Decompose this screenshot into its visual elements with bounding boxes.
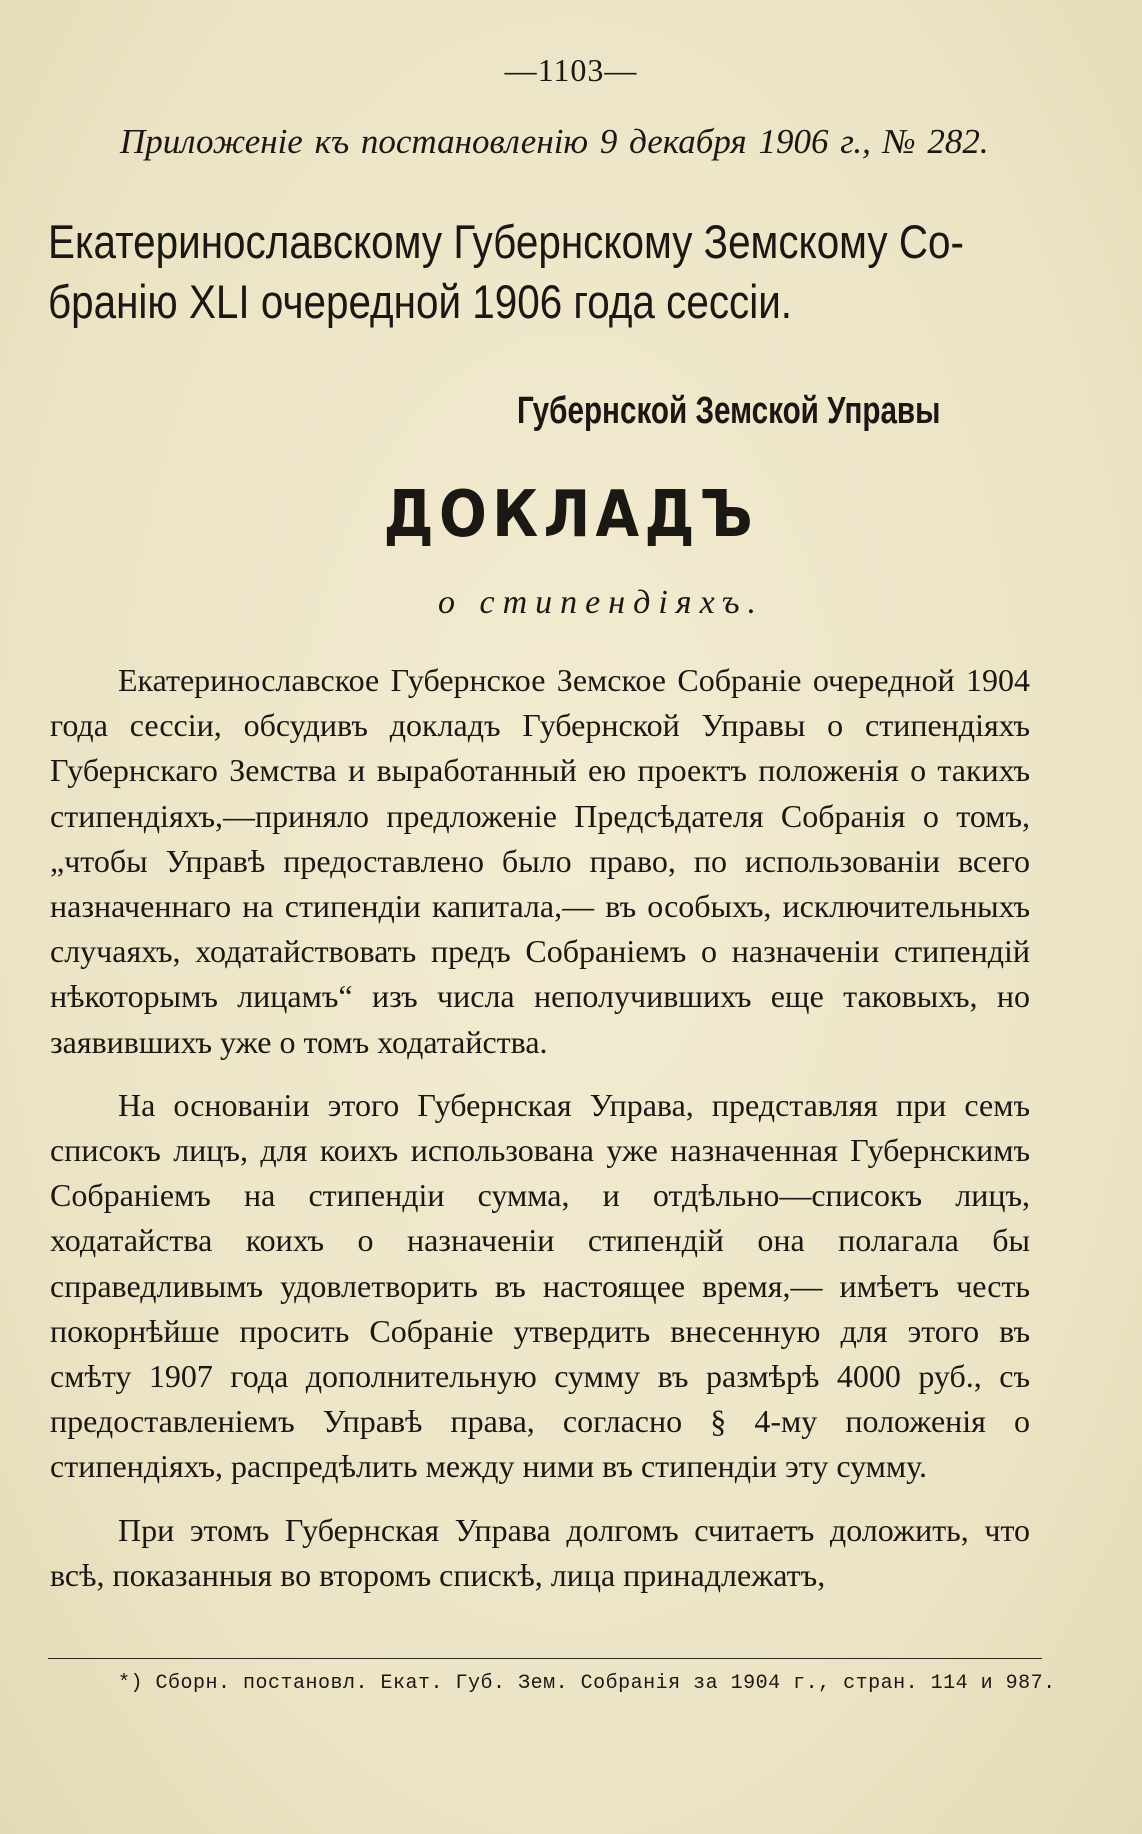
- footnote-divider: [48, 1658, 1042, 1659]
- page-number: —1103—: [504, 52, 638, 88]
- appendix-note: Приложеніе къ постановленію 9 декабря 1906 г., № 282.: [120, 122, 989, 161]
- authority-heading: Губернской Земской Управы: [517, 390, 941, 432]
- body-text: [50, 658, 1030, 1598]
- addressee-line-2: бранію XLI очередной 1906 года сессіи.: [48, 275, 793, 328]
- addressee-heading: [48, 212, 1042, 332]
- paragraph-2: На основаніи этого Губернская Управа, представляя при семъ списокъ лицъ, для коихъ использована уже назначенная Губернскимъ Собраніемъ на стипендіи сумма, и отдѣльно—списокъ лицъ, ходатайства коихъ о назначеніи стипендій она полагала бы справедливымъ удовлетворить въ настоящее время,— имѣетъ честь покорнѣйше просить Собраніе утвердить внесенную для этого въ смѣту 1907 года дополнительную сумму въ размѣрѣ 4000 руб., съ предоставленіемъ Управѣ права, согласно § 4-му положенія о стипендіяхъ, распредѣлить между ними въ стипендіи эту сумму.: [50, 1086, 1030, 1485]
- report-subject: о стипендіяхъ.: [438, 584, 764, 621]
- report-title-text: ДОКЛАДЪ: [383, 478, 759, 552]
- paragraph-3: При этомъ Губернская Управа долгомъ считаетъ доложить, что всѣ, показанныя во второмъ спискѣ, лица принадлежатъ,: [50, 1511, 1030, 1593]
- report-title: [0, 478, 1142, 552]
- footnote: *) Сборн. постановл. Екат. Губ. Зем. Собранія за 1904 г., стран. 114 и 987.: [118, 1672, 1056, 1695]
- paragraph-1: Екатеринославское Губернское Земское Собраніе очередной 1904 года сессіи, обсудивъ докладъ Губернской Управы о стипендіяхъ Губернскаго Земства и выработанный ею проектъ положенія о такихъ стипендіяхъ,—приняло предложеніе Предсѣдателя Собранія о томъ, „чтобы Управѣ предоставлено было право, по использованіи всего назначеннаго на стипендіи капитала,— въ особыхъ, исключительныхъ случаяхъ, ходатайствовать предъ Собраніемъ о назначеніи стипендій нѣкоторымъ лицамъ“ изъ числа неполучившихъ еще таковыхъ, но заявившихъ уже о томъ ходатайства.: [50, 662, 1030, 1060]
- addressee-line-1: Екатеринославскому Губернскому Земскому Со-: [48, 215, 964, 268]
